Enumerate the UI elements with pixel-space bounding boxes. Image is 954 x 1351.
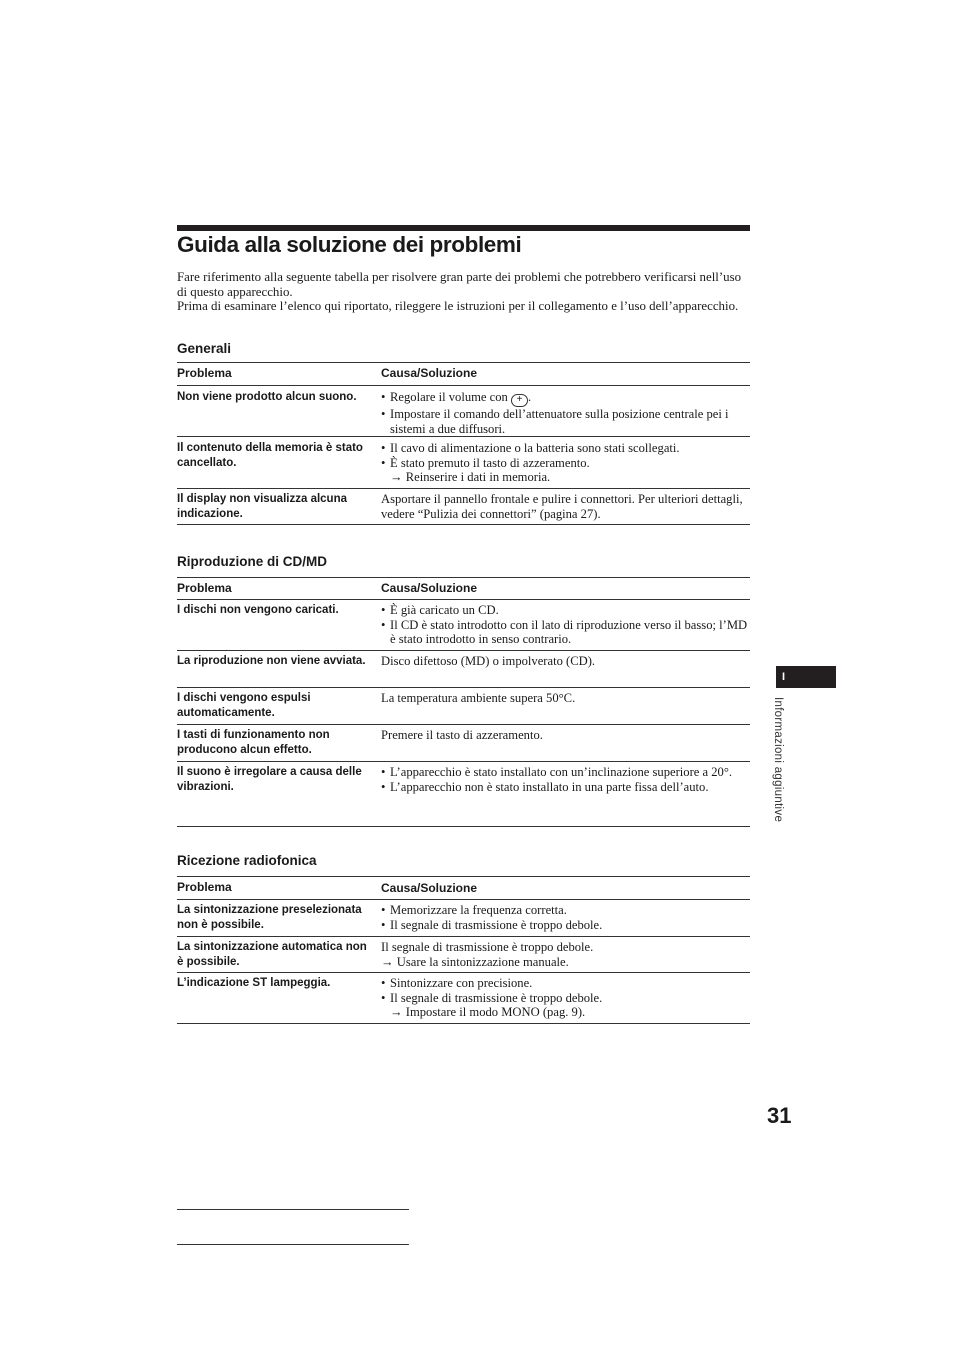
solution-cell — [381, 762, 750, 827]
solution-bullet: • È stato premuto il tasto di azzeramento. — [381, 456, 750, 471]
section-title-radio: Ricezione radiofonica — [177, 853, 317, 868]
table-radio — [177, 876, 750, 1024]
section-tab: I — [776, 666, 836, 688]
arrow-right-icon: → — [390, 1005, 403, 1020]
page-number: 31 — [767, 1103, 792, 1128]
solution-bullet: • Regolare il volume con + . — [381, 390, 750, 407]
header-problem: Problema — [177, 880, 232, 894]
problem-cell: Non viene prodotto alcun suono. — [177, 391, 357, 403]
table-header-row — [177, 363, 750, 386]
problem-cell: L’indicazione ST lampeggia. — [177, 977, 331, 989]
footer-rule — [177, 1244, 409, 1245]
intro-paragraph: Fare riferimento alla seguente tabella per risolvere gran parte dei problemi che potrebbero verificarsi nell’uso di questo apparecchio. — [177, 270, 742, 299]
table-row — [177, 386, 750, 437]
problem-cell: I dischi non vengono caricati. — [177, 604, 339, 616]
solution-bullet: • L’apparecchio non è stato installato in una parte fissa dell’auto. — [381, 780, 750, 795]
header-solution: Causa/Soluzione — [381, 881, 478, 895]
solution-cell — [381, 386, 750, 437]
solution-bullet: • Il CD è stato introdotto con il lato di riproduzione verso il basso; l’MD è stato introdotto in senso contrario. — [381, 618, 750, 647]
solution-cell — [381, 973, 750, 1024]
footer-rule — [177, 1209, 409, 1210]
solution-bullet: • Il cavo di alimentazione o la batteria sono stati scollegati. — [381, 441, 750, 456]
solution-bullet: • Impostare il comando dell’attenuatore sulla posizione centrale pei i sistemi a due diffusori. — [381, 407, 750, 436]
solution-text: Il segnale di trasmissione è troppo debole. — [381, 940, 594, 954]
header-problem: Problema — [177, 366, 232, 380]
problem-cell: La riproduzione non viene avviata. — [177, 655, 366, 667]
problem-cell: La sintonizzazione automatica non è possibile. — [177, 941, 367, 968]
solution-cell — [381, 600, 750, 651]
header-problem: Problema — [177, 581, 232, 595]
problem-cell: Il suono è irregolare a causa delle vibrazioni. — [177, 766, 362, 793]
arrow-right-icon: → — [390, 470, 403, 485]
solution-arrow: → Reinserire i dati in memoria. — [390, 470, 551, 485]
solution-arrow: → Impostare il modo MONO (pag. 9). — [390, 1005, 586, 1020]
table-row — [177, 762, 750, 827]
table-row — [177, 489, 750, 525]
problem-cell: Il contenuto della memoria è stato cancellato. — [177, 442, 363, 470]
solution-bullet: • Sintonizzare con precisione. — [381, 976, 750, 991]
table-header-row — [177, 877, 750, 900]
solution-cell — [381, 900, 750, 937]
problem-cell: I dischi vengono espulsi automaticamente. — [177, 692, 311, 719]
solution-cell: Disco difettoso (MD) o impolverato (CD). — [381, 654, 596, 668]
solution-cell: Premere il tasto di azzeramento. — [381, 728, 543, 742]
solution-bullet: • Il segnale di trasmissione è troppo debole. — [381, 991, 750, 1006]
intro-text — [177, 270, 752, 314]
title-rule — [177, 225, 750, 231]
page-title: Guida alla soluzione dei problemi — [177, 232, 522, 257]
intro-paragraph: Prima di esaminare l’elenco qui riportato, rileggere le istruzioni per il collegamento e l’uso dell’apparecchio. — [177, 299, 739, 313]
solution-bullet: • Memorizzare la frequenza corretta. — [381, 903, 750, 918]
table-row — [177, 600, 750, 651]
table-row — [177, 688, 750, 725]
section-tab-label: Informazioni aggiuntive — [772, 697, 784, 823]
table-row — [177, 651, 750, 688]
table-row — [177, 937, 750, 973]
table-cd-md — [177, 577, 750, 827]
solution-bullet: • È già caricato un CD. — [381, 603, 750, 618]
solution-cell: La temperatura ambiente supera 50°C. — [381, 691, 576, 705]
solution-cell — [381, 937, 750, 973]
solution-cell: Asportare il pannello frontale e pulire i connettori. Per ulteriori dettagli, vedere “Pulizia dei connettori” (pagina 27). — [381, 492, 743, 521]
table-row — [177, 725, 750, 762]
volume-plus-icon: + — [511, 394, 528, 407]
solution-arrow: → Usare la sintonizzazione manuale. — [381, 954, 569, 969]
section-title-generali: Generali — [177, 341, 232, 356]
arrow-right-icon: → — [381, 954, 394, 969]
table-row — [177, 900, 750, 937]
problem-cell: Il display non visualizza alcuna indicazione. — [177, 493, 347, 521]
table-row — [177, 973, 750, 1024]
table-header-row — [177, 578, 750, 600]
solution-bullet: • L’apparecchio è stato installato con un’inclinazione superiore a 20°. — [381, 765, 750, 780]
table-row — [177, 437, 750, 489]
problem-cell: I tasti di funzionamento non producono alcun effetto. — [177, 729, 330, 756]
solution-bullet: • Il segnale di trasmissione è troppo debole. — [381, 918, 750, 933]
solution-cell — [381, 437, 750, 489]
section-title-cd-md: Riproduzione di CD/MD — [177, 554, 327, 569]
table-generali — [177, 362, 750, 525]
header-solution: Causa/Soluzione — [381, 581, 478, 595]
header-solution: Causa/Soluzione — [381, 366, 478, 380]
problem-cell: La sintonizzazione preselezionata non è possibile. — [177, 904, 362, 931]
